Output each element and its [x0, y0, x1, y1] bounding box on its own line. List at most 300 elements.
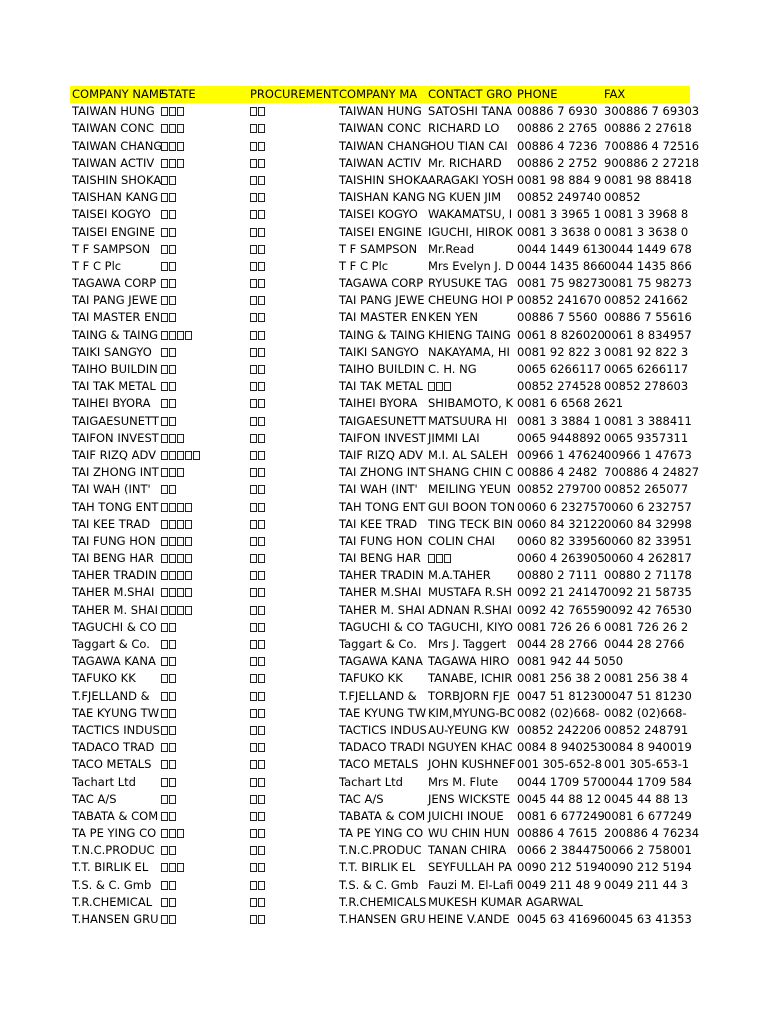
table-row[interactable]	[70, 241, 690, 258]
contact-cell[interactable]: RYUSUKE TAG	[428, 276, 508, 291]
procurement-cell[interactable]	[248, 395, 337, 412]
procurement-cell[interactable]	[248, 619, 337, 636]
company-cell[interactable]: T F C Plc	[72, 258, 122, 273]
procurement-cell[interactable]	[248, 378, 337, 395]
table-row[interactable]	[70, 894, 690, 911]
state-cell[interactable]	[159, 481, 248, 498]
company-manager-cell[interactable]: Tachart Ltd	[339, 774, 403, 789]
header-row[interactable]	[70, 86, 690, 103]
contact-cell[interactable]: WU CHIN HUN	[428, 826, 510, 841]
state-cell[interactable]	[159, 911, 248, 928]
fax-cell[interactable]: 00852 248791	[604, 722, 689, 737]
table-row[interactable]	[70, 756, 690, 773]
state-cell[interactable]	[159, 791, 248, 808]
fax-cell[interactable]: 0084 8 940019	[604, 740, 692, 755]
procurement-cell[interactable]	[248, 791, 337, 808]
procurement-cell[interactable]	[248, 241, 337, 258]
fax-cell[interactable]: 0081 726 26 2	[604, 619, 689, 634]
table-row[interactable]	[70, 447, 690, 464]
state-cell[interactable]	[159, 378, 248, 395]
table-row[interactable]	[70, 292, 690, 309]
fax-cell[interactable]: 0081 3 388411	[604, 413, 692, 428]
company-manager-cell[interactable]: TAIFON INVEST	[339, 430, 426, 445]
company-cell[interactable]: TAIF RIZQ ADV	[72, 447, 157, 462]
procurement-cell[interactable]	[248, 739, 337, 756]
phone-cell[interactable]: 00886 2 2752	[517, 155, 598, 170]
state-cell[interactable]	[159, 722, 248, 739]
phone-cell[interactable]: 0060 84 32122	[517, 516, 605, 531]
procurement-cell[interactable]	[248, 636, 337, 653]
table-row[interactable]	[70, 722, 690, 739]
spreadsheet[interactable]	[70, 86, 700, 928]
fax-cell[interactable]: 0081 98 88418	[604, 172, 692, 187]
company-manager-cell[interactable]: TAGUCHI & CO	[339, 619, 424, 634]
fax-cell[interactable]: 0082 (02)668-	[604, 705, 687, 720]
company-manager-cell[interactable]: TAIWAN CONC	[339, 121, 421, 136]
table-row[interactable]	[70, 378, 690, 395]
table-row[interactable]	[70, 206, 690, 223]
procurement-cell[interactable]	[248, 481, 337, 498]
state-cell[interactable]	[159, 619, 248, 636]
fax-cell[interactable]: 0044 1709 584	[604, 774, 692, 789]
company-manager-cell[interactable]: TAIKI SANGYO	[339, 344, 419, 359]
company-manager-cell[interactable]: Taggart & Co.	[339, 637, 417, 651]
phone-cell[interactable]: 00852 274528	[517, 379, 602, 394]
contact-cell[interactable]: NAKAYAMA, HI	[428, 344, 510, 359]
company-cell[interactable]: T.R.CHEMICAL	[72, 894, 153, 909]
company-cell[interactable]: T.T. BIRLIK EL	[72, 860, 149, 875]
contact-cell[interactable]: GUI BOON TON	[428, 499, 516, 514]
procurement-cell[interactable]	[248, 756, 337, 773]
fax-cell[interactable]: 300886 7 69303	[604, 104, 700, 119]
phone-cell[interactable]: 0044 28 2766	[517, 637, 598, 651]
contact-cell[interactable]: SHIBAMOTO, K	[428, 396, 513, 411]
phone-cell[interactable]: 00886 4 7236	[517, 138, 598, 153]
phone-cell[interactable]: 0092 42 76559	[517, 602, 605, 617]
procurement-cell[interactable]	[248, 825, 337, 842]
fax-cell[interactable]: 00852 241662	[604, 293, 689, 308]
company-cell[interactable]: TAIGAESUNETT	[72, 413, 159, 428]
company-cell[interactable]: TACTICS INDUS	[72, 722, 160, 737]
contact-cell[interactable]: AU-YEUNG KW	[428, 722, 510, 737]
state-cell[interactable]	[159, 533, 248, 550]
table-row[interactable]	[70, 859, 690, 876]
state-cell[interactable]	[159, 670, 248, 687]
fax-cell[interactable]: 0092 42 76530	[604, 602, 692, 617]
contact-cell[interactable]: Mr.Read	[428, 241, 475, 256]
company-manager-cell[interactable]: TAHER TRADIN	[339, 568, 424, 583]
company-manager-cell[interactable]: TAIWAN CHANG	[339, 138, 430, 153]
phone-cell[interactable]: 00852 241670	[517, 293, 602, 308]
contact-cell[interactable]: SEYFULLAH PA	[428, 860, 512, 875]
company-manager-cell[interactable]: TAH TONG ENT	[339, 499, 426, 514]
state-cell[interactable]	[159, 241, 248, 258]
company-cell[interactable]: TAE KYUNG TW	[72, 705, 160, 720]
company-manager-cell[interactable]: TAHER M. SHAI	[339, 602, 425, 617]
table-row[interactable]	[70, 413, 690, 430]
procurement-cell[interactable]	[248, 688, 337, 705]
procurement-cell[interactable]	[248, 224, 337, 241]
state-cell[interactable]	[159, 653, 248, 670]
state-cell[interactable]	[159, 825, 248, 842]
contact-cell[interactable]: WAKAMATSU, I	[428, 207, 513, 222]
company-manager-cell[interactable]: TAFUKO KK	[339, 671, 403, 686]
company-cell[interactable]: TAHER M. SHAI	[72, 602, 158, 617]
state-cell[interactable]	[159, 120, 248, 137]
contact-cell[interactable]: C. H. NG	[428, 362, 477, 376]
company-manager-cell[interactable]: TACO METALS	[339, 757, 419, 772]
company-cell[interactable]: TAIWAN ACTIV	[72, 155, 155, 170]
fax-cell[interactable]: 0044 28 2766	[604, 637, 685, 651]
table-row[interactable]	[70, 533, 690, 550]
procurement-cell[interactable]	[248, 430, 337, 447]
fax-cell[interactable]: 00966 1 47673	[604, 447, 692, 462]
fax-cell[interactable]: 0044 1435 866	[604, 258, 692, 273]
fax-cell[interactable]: 00852	[604, 190, 641, 205]
company-cell[interactable]: TAIFON INVEST	[72, 430, 159, 445]
contact-cell[interactable]: Mrs Evelyn J. D	[428, 258, 514, 273]
fax-cell[interactable]: 00852 265077	[604, 482, 689, 497]
procurement-cell[interactable]	[248, 447, 337, 464]
procurement-cell[interactable]	[248, 567, 337, 584]
phone-cell[interactable]: 0060 6 232757	[517, 499, 605, 514]
fax-cell[interactable]: 0060 6 232757	[604, 499, 692, 514]
fax-cell[interactable]	[604, 395, 690, 412]
table-row[interactable]	[70, 653, 690, 670]
table-row[interactable]	[70, 739, 690, 756]
company-manager-cell[interactable]: TAISHAN KANG	[339, 190, 426, 205]
company-cell[interactable]: TAI KEE TRAD	[72, 516, 151, 531]
state-cell[interactable]	[159, 413, 248, 430]
company-cell[interactable]: TAGAWA KANA	[72, 654, 156, 669]
table-row[interactable]	[70, 516, 690, 533]
fax-cell[interactable]: 0049 211 44 3	[604, 877, 689, 892]
state-cell[interactable]	[159, 877, 248, 894]
contact-cell[interactable]: KEN YEN	[428, 310, 478, 325]
procurement-cell[interactable]	[248, 327, 337, 344]
state-cell[interactable]	[159, 842, 248, 859]
fax-cell[interactable]: 0066 2 758001	[604, 843, 692, 858]
state-cell[interactable]	[159, 567, 248, 584]
procurement-cell[interactable]	[248, 877, 337, 894]
fax-cell[interactable]: 0044 1449 678	[604, 241, 692, 256]
table-row[interactable]	[70, 550, 690, 567]
procurement-cell[interactable]	[248, 120, 337, 137]
phone-cell[interactable]: 0066 2 384475	[517, 843, 605, 858]
company-cell[interactable]: TADACO TRAD	[72, 740, 155, 755]
procurement-cell[interactable]	[248, 584, 337, 601]
table-row[interactable]	[70, 344, 690, 361]
company-manager-cell[interactable]: TAIGAESUNETT	[339, 413, 426, 428]
fax-cell[interactable]	[604, 653, 690, 670]
state-cell[interactable]	[159, 756, 248, 773]
company-cell[interactable]: T.HANSEN GRU	[72, 912, 159, 926]
company-manager-cell[interactable]: TAI PANG JEWE	[339, 293, 425, 308]
company-cell[interactable]: TACO METALS	[72, 757, 152, 772]
fax-cell[interactable]: 001 305-653-1	[604, 757, 690, 772]
phone-cell[interactable]: 00886 4 2482	[517, 465, 598, 480]
phone-cell[interactable]: 0081 3 3884 1	[517, 413, 602, 428]
state-cell[interactable]	[159, 584, 248, 601]
table-row[interactable]	[70, 567, 690, 584]
table-row[interactable]	[70, 602, 690, 619]
state-cell[interactable]	[159, 430, 248, 447]
phone-cell[interactable]: 0090 212 5194	[517, 860, 605, 875]
contact-cell[interactable]: Fauzi M. El-Lafi	[428, 877, 514, 892]
table-row[interactable]	[70, 619, 690, 636]
state-cell[interactable]	[159, 206, 248, 223]
company-manager-cell[interactable]: TAHER M.SHAI	[339, 585, 422, 600]
table-row[interactable]	[70, 430, 690, 447]
company-manager-cell[interactable]: T F SAMPSON	[339, 241, 418, 256]
phone-cell[interactable]: 0049 211 48 9	[517, 877, 602, 892]
phone-cell[interactable]: 0045 44 88 12	[517, 791, 602, 806]
procurement-cell[interactable]	[248, 808, 337, 825]
fax-cell[interactable]: 0060 84 32998	[604, 516, 692, 531]
company-manager-cell[interactable]: TAIWAN HUNG	[339, 104, 422, 119]
fax-cell[interactable]: 0065 6266117	[604, 362, 689, 376]
phone-cell[interactable]: 0060 82 33956	[517, 533, 605, 548]
fax-cell[interactable]: 0060 4 262817	[604, 551, 692, 566]
table-row[interactable]	[70, 584, 690, 601]
state-cell[interactable]	[159, 499, 248, 516]
state-cell[interactable]	[159, 688, 248, 705]
procurement-cell[interactable]	[248, 344, 337, 361]
table-row[interactable]	[70, 258, 690, 275]
company-cell[interactable]: TAI FUNG HON	[72, 533, 156, 548]
company-cell[interactable]: Tachart Ltd	[72, 774, 136, 789]
table-row[interactable]	[70, 275, 690, 292]
state-cell[interactable]	[159, 739, 248, 756]
fax-cell[interactable]: 0081 6 677249	[604, 808, 692, 823]
contact-cell[interactable]: JIMMI LAI	[428, 430, 480, 445]
phone-cell[interactable]: 00966 1 47624	[517, 447, 605, 462]
phone-cell[interactable]: 0081 256 38 2	[517, 671, 602, 686]
company-manager-cell[interactable]: TAISEI ENGINE	[339, 224, 423, 239]
state-cell[interactable]	[159, 292, 248, 309]
table-row[interactable]	[70, 911, 690, 928]
table-row[interactable]	[70, 670, 690, 687]
company-manager-cell[interactable]: TAI MASTER EN	[339, 310, 427, 325]
phone-cell[interactable]: 0081 75 98273	[517, 276, 605, 291]
company-manager-cell[interactable]: TAIWAN ACTIV	[339, 155, 422, 170]
procurement-cell[interactable]	[248, 206, 337, 223]
contact-cell[interactable]: TAGAWA HIRO	[428, 654, 510, 669]
state-cell[interactable]	[159, 447, 248, 464]
company-manager-cell[interactable]: TAING & TAING	[339, 327, 426, 342]
table-row[interactable]	[70, 361, 690, 378]
fax-cell[interactable]: 0081 3 3638 0	[604, 224, 689, 239]
phone-cell[interactable]: 0092 21 24147	[517, 585, 605, 600]
company-manager-cell[interactable]: TAIHEI BYORA	[339, 396, 418, 411]
table-row[interactable]	[70, 636, 690, 653]
table-row[interactable]	[70, 877, 690, 894]
fax-cell[interactable]: 00852 278603	[604, 379, 689, 394]
procurement-cell[interactable]	[248, 309, 337, 326]
procurement-cell[interactable]	[248, 464, 337, 481]
company-manager-cell[interactable]: TAI KEE TRAD	[339, 516, 418, 531]
contact-cell[interactable]: SHANG CHIN C	[428, 465, 514, 480]
phone-cell[interactable]: 0082 (02)668-	[517, 705, 600, 720]
table-row[interactable]	[70, 688, 690, 705]
contact-cell[interactable]: KIM,MYUNG-BC	[428, 705, 515, 720]
contact-cell[interactable]: TANABE, ICHIR	[428, 671, 513, 686]
contact-cell[interactable]: NGUYEN KHAC	[428, 740, 513, 755]
company-cell[interactable]: TAI TAK METAL	[72, 379, 156, 394]
company-cell[interactable]: TAIWAN CHANG	[72, 138, 163, 153]
company-manager-cell[interactable]: TAGAWA CORP	[339, 276, 424, 291]
state-cell[interactable]	[159, 138, 248, 155]
state-cell[interactable]	[159, 327, 248, 344]
company-cell[interactable]: T.S. & C. Gmb	[72, 877, 152, 892]
contact-cell[interactable]	[426, 550, 515, 567]
company-manager-cell[interactable]: TAI BENG HAR	[339, 551, 421, 566]
contact-cell[interactable]: MUKESH KUMAR AGARWAL	[428, 894, 583, 909]
phone-cell[interactable]: 001 305-652-8	[517, 757, 603, 772]
contact-cell[interactable]: TING TECK BIN	[428, 516, 513, 531]
table-row[interactable]	[70, 224, 690, 241]
state-cell[interactable]	[159, 224, 248, 241]
company-cell[interactable]: T.N.C.PRODUC	[72, 843, 155, 858]
phone-cell[interactable]: 00852 279700	[517, 482, 602, 497]
table-row[interactable]	[70, 395, 690, 412]
procurement-cell[interactable]	[248, 516, 337, 533]
procurement-cell[interactable]	[248, 859, 337, 876]
contact-cell[interactable]: NG KUEN JIM	[428, 190, 502, 205]
phone-cell[interactable]: 0084 8 940253	[517, 740, 605, 755]
procurement-cell[interactable]	[248, 894, 337, 911]
company-cell[interactable]: TAH TONG ENT	[72, 499, 159, 514]
phone-cell[interactable]: 00880 2 7111	[517, 568, 598, 583]
phone-cell[interactable]: 0065 6266117	[517, 362, 602, 376]
phone-cell[interactable]: 0044 1435 866	[517, 258, 605, 273]
state-cell[interactable]	[159, 705, 248, 722]
procurement-cell[interactable]	[248, 275, 337, 292]
state-cell[interactable]	[159, 602, 248, 619]
table-row[interactable]	[70, 189, 690, 206]
phone-cell[interactable]: 0081 726 26 6	[517, 619, 602, 634]
company-manager-cell[interactable]: TACTICS INDUS	[339, 722, 427, 737]
company-cell[interactable]: TAISEI KOGYO	[72, 207, 151, 222]
procurement-cell[interactable]	[248, 361, 337, 378]
fax-cell[interactable]: 0081 92 822 3	[604, 344, 689, 359]
company-cell[interactable]: TAIHO BUILDIN	[72, 362, 158, 376]
contact-cell[interactable]: MATSUURA HI	[428, 413, 508, 428]
company-manager-cell[interactable]: TAI WAH (INT'	[339, 482, 418, 497]
phone-cell[interactable]: 0061 8 826020	[517, 327, 605, 342]
state-cell[interactable]	[159, 275, 248, 292]
header-company-manager[interactable]: COMPANY MA	[339, 87, 418, 101]
phone-cell[interactable]: 0060 4 263905	[517, 551, 605, 566]
fax-cell[interactable]: 0081 75 98273	[604, 276, 692, 291]
contact-cell[interactable]: JENS WICKSTE	[428, 791, 511, 806]
company-cell[interactable]: TAISEI ENGINE	[72, 224, 156, 239]
table-row[interactable]	[70, 155, 700, 172]
contact-cell[interactable]: HOU TIAN CAI	[428, 138, 508, 153]
fax-cell[interactable]: 700886 4 72516	[604, 138, 700, 153]
company-manager-cell[interactable]: TA PE YING CO	[339, 826, 424, 841]
table-row[interactable]	[70, 481, 690, 498]
phone-cell[interactable]: 0044 1709 570	[517, 774, 605, 789]
procurement-cell[interactable]	[248, 103, 337, 120]
company-cell[interactable]: TAHER TRADIN	[72, 568, 157, 583]
contact-cell[interactable]: Mr. RICHARD	[428, 155, 502, 170]
company-manager-cell[interactable]: TAIHO BUILDIN	[339, 362, 425, 376]
company-cell[interactable]: TAIWAN HUNG	[72, 104, 155, 119]
company-manager-cell[interactable]: T.N.C.PRODUC	[339, 843, 422, 858]
procurement-cell[interactable]	[248, 155, 337, 172]
phone-cell[interactable]: 00852 242206	[517, 722, 602, 737]
procurement-cell[interactable]	[248, 842, 337, 859]
phone-cell[interactable]: 00886 7 6930	[517, 104, 598, 119]
state-cell[interactable]	[159, 258, 248, 275]
header-fax[interactable]: FAX	[604, 87, 626, 101]
fax-cell[interactable]: 0061 8 834957	[604, 327, 692, 342]
contact-cell[interactable]	[426, 378, 515, 395]
fax-cell[interactable]: 0047 51 81230	[604, 688, 692, 703]
company-cell[interactable]: TAISHIN SHOKA	[72, 172, 162, 187]
contact-cell[interactable]: SATOSHI TANA	[428, 104, 513, 119]
table-row[interactable]	[70, 808, 690, 825]
company-cell[interactable]: TAI BENG HAR	[72, 551, 154, 566]
company-manager-cell[interactable]: TAISHIN SHOKA	[339, 172, 429, 187]
phone-cell[interactable]: 0081 6 6568 2621	[517, 396, 624, 411]
company-manager-cell[interactable]: TAISEI KOGYO	[339, 207, 418, 222]
company-cell[interactable]: TABATA & COM	[72, 808, 159, 823]
contact-cell[interactable]: Mrs J. Taggert	[428, 637, 507, 651]
table-row[interactable]	[70, 499, 690, 516]
table-row[interactable]	[70, 791, 690, 808]
company-cell[interactable]: TAC A/S	[72, 791, 117, 806]
company-manager-cell[interactable]: TAC A/S	[339, 791, 384, 806]
contact-cell[interactable]: MEILING YEUN	[428, 482, 511, 497]
company-cell[interactable]: TAI PANG JEWE	[72, 293, 158, 308]
phone-cell[interactable]: 0045 63 41696	[517, 912, 605, 926]
header-contact-group[interactable]: CONTACT GRO	[428, 87, 513, 101]
state-cell[interactable]	[159, 309, 248, 326]
phone-cell[interactable]: 0081 92 822 3	[517, 344, 602, 359]
state-cell[interactable]	[159, 395, 248, 412]
fax-cell[interactable]: 0045 44 88 13	[604, 791, 689, 806]
phone-cell[interactable]: 00886 7 5560	[517, 310, 598, 325]
phone-cell[interactable]	[515, 894, 604, 911]
contact-cell[interactable]: MUSTAFA R.SH	[428, 585, 512, 600]
header-state[interactable]: STATE	[161, 87, 196, 101]
state-cell[interactable]	[159, 894, 248, 911]
contact-cell[interactable]: ARAGAKI YOSH	[428, 172, 514, 187]
phone-cell[interactable]: 0044 1449 613	[517, 241, 605, 256]
company-cell[interactable]: TAI MASTER EN	[72, 310, 160, 325]
company-manager-cell[interactable]: T.R.CHEMICALS	[339, 894, 427, 909]
contact-cell[interactable]: RICHARD LO	[428, 121, 500, 136]
procurement-cell[interactable]	[248, 172, 337, 189]
company-cell[interactable]: TAIWAN CONC	[72, 121, 154, 136]
phone-cell[interactable]: 0081 3 3965 1	[517, 207, 602, 222]
fax-cell[interactable]: 0045 63 41353	[604, 912, 692, 926]
company-cell[interactable]: TAI WAH (INT'	[72, 482, 151, 497]
company-manager-cell[interactable]: T.S. & C. Gmb	[339, 877, 419, 892]
contact-cell[interactable]: IGUCHI, HIROK	[428, 224, 513, 239]
contact-cell[interactable]: KHIENG TAING	[428, 327, 511, 342]
company-manager-cell[interactable]: TADACO TRADI	[339, 740, 425, 755]
contact-cell[interactable]: TAGUCHI, KIYO	[428, 619, 513, 634]
table-row[interactable]	[70, 327, 690, 344]
company-manager-cell[interactable]: T.T. BIRLIK EL	[339, 860, 416, 875]
company-cell[interactable]: TAIHEI BYORA	[72, 396, 151, 411]
table-row[interactable]	[70, 842, 690, 859]
procurement-cell[interactable]	[248, 499, 337, 516]
company-manager-cell[interactable]: TAGAWA KANA	[339, 654, 423, 669]
